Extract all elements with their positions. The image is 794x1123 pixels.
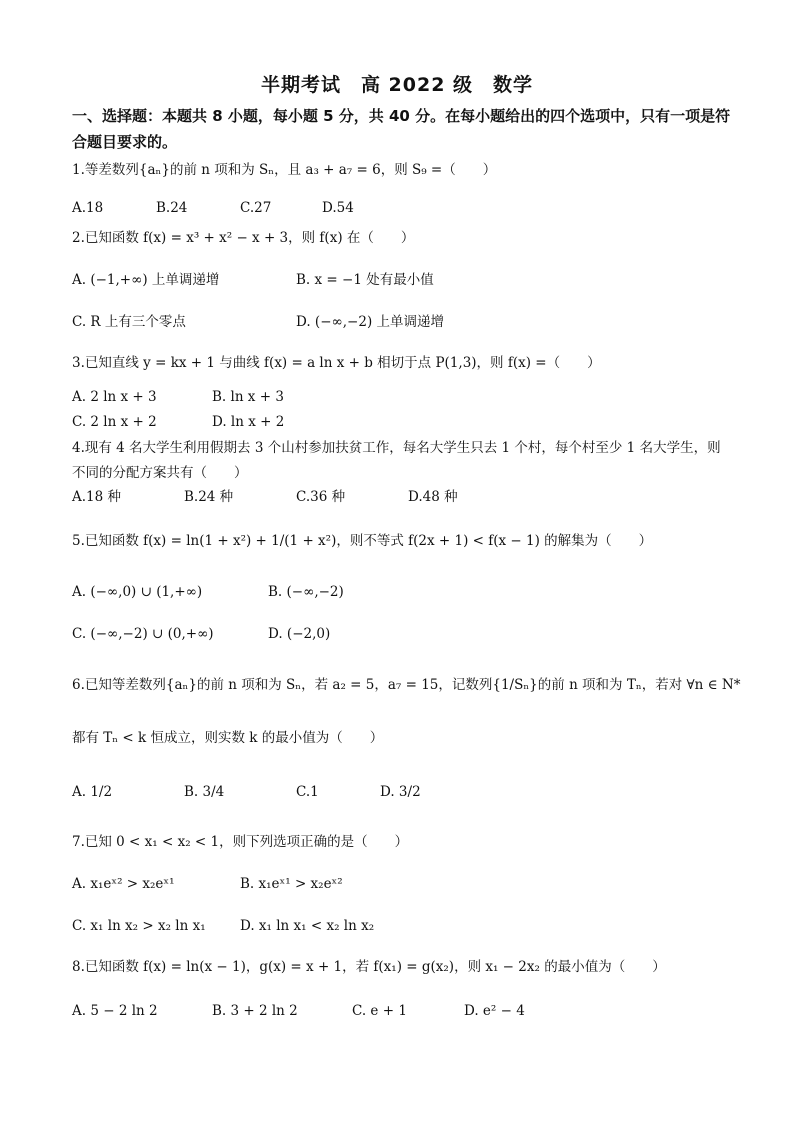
question-6-option-b[interactable]: B. 3/4 [184, 784, 225, 800]
question-5-options-row1 [72, 580, 732, 604]
question-3-option-b[interactable]: B. ln x + 3 [212, 389, 284, 405]
question-7-options-row1 [72, 872, 732, 896]
question-4-options [72, 485, 732, 509]
question-3-option-a[interactable]: A. 2 ln x + 3 [72, 389, 157, 405]
question-8-option-b[interactable]: B. 3 + 2 ln 2 [212, 1003, 298, 1019]
section-heading: 一、选择题：本题共 8 小题，每小题 5 分，共 40 分。在每小题给出的四个选项中，只有一项是符合题目要求的。 [72, 107, 731, 151]
question-6-option-d[interactable]: D. 3/2 [380, 784, 421, 800]
question-3-stem: 3.已知直线 y = kx + 1 与曲线 f(x) = a ln x + b 相切于点 P(1,3)，则 f(x) =（ ） [72, 355, 601, 371]
question-1-option-a[interactable]: A.18 [72, 200, 104, 216]
question-7-option-c[interactable]: C. x₁ ln x₂ > x₂ ln x₁ [72, 918, 206, 934]
question-5-option-c[interactable]: C. (−∞,−2) ∪ (0,+∞) [72, 626, 214, 642]
question-8-option-d[interactable]: D. e² − 4 [464, 1003, 525, 1019]
question-6-option-c[interactable]: C.1 [296, 784, 319, 800]
question-2-stem: 2.已知函数 f(x) = x³ + x² − x + 3，则 f(x) 在（ ） [72, 230, 415, 246]
question-4-option-a[interactable]: A.18 种 [72, 489, 122, 505]
question-7-option-a[interactable]: A. x₁eˣ² > x₂eˣ¹ [72, 876, 175, 892]
question-1-option-d[interactable]: D.54 [322, 200, 354, 216]
question-7-options-row2 [72, 914, 732, 938]
question-3-option-c[interactable]: C. 2 ln x + 2 [72, 414, 157, 430]
question-2-option-c[interactable]: C. R 上有三个零点 [72, 314, 186, 330]
question-6-options [72, 780, 732, 804]
question-4-option-b[interactable]: B.24 种 [184, 489, 234, 505]
question-7-stem: 7.已知 0 < x₁ < x₂ < 1，则下列选项正确的是（ ） [72, 834, 409, 850]
question-8-stem: 8.已知函数 f(x) = ln(x − 1)，g(x) = x + 1，若 f(x₁) = g(x₂)，则 x₁ − 2x₂ 的最小值为（ ） [72, 959, 666, 975]
question-2-option-a[interactable]: A. (−1,+∞) 上单调递增 [72, 272, 220, 288]
question-3-options-row2 [72, 410, 732, 434]
question-1-option-c[interactable]: C.27 [240, 200, 272, 216]
question-3-option-d[interactable]: D. ln x + 2 [212, 414, 285, 430]
question-5-stem: 5.已知函数 f(x) = ln(1 + x²) + 1/(1 + x²)，则不等式 f(2x + 1) < f(x − 1) 的解集为（ ） [72, 533, 653, 549]
question-7-option-d[interactable]: D. x₁ ln x₁ < x₂ ln x₂ [240, 918, 375, 934]
question-2-options-row2 [72, 310, 732, 334]
question-1-option-b[interactable]: B.24 [156, 200, 188, 216]
question-8-option-a[interactable]: A. 5 − 2 ln 2 [72, 1003, 158, 1019]
page-title: 半期考试 高 2022 级 数学 [260, 74, 534, 96]
question-1-stem: 1.等差数列{aₙ}的前 n 项和为 Sₙ，且 a₃ + a₇ = 6，则 S₉ =（ ） [72, 162, 497, 178]
question-4-option-c[interactable]: C.36 种 [296, 489, 346, 505]
question-6-stem-continued: 都有 Tₙ < k 恒成立，则实数 k 的最小值为（ ） [72, 730, 384, 746]
question-2-options-row1 [72, 268, 732, 292]
question-8-option-c[interactable]: C. e + 1 [352, 1003, 407, 1019]
question-5-option-d[interactable]: D. (−2,0) [268, 626, 331, 642]
question-2-option-b[interactable]: B. x = −1 处有最小值 [296, 272, 434, 288]
question-5-option-b[interactable]: B. (−∞,−2) [268, 584, 344, 600]
question-3-options-row1 [72, 385, 732, 409]
question-4-stem: 4.现有 4 名大学生利用假期去 3 个山村参加扶贫工作，每名大学生只去 1 个村，每个村至少 1 名大学生，则不同的分配方案共有（ ） [72, 440, 721, 481]
question-8-options [72, 999, 732, 1023]
question-7-option-b[interactable]: B. x₁eˣ¹ > x₂eˣ² [240, 876, 343, 892]
question-6-stem: 6.已知等差数列{aₙ}的前 n 项和为 Sₙ，若 a₂ = 5，a₇ = 15，记数列{1/Sₙ}的前 n 项和为 Tₙ，若对 ∀n ∈ N* [72, 677, 741, 693]
question-1-options [72, 196, 732, 220]
question-6-option-a[interactable]: A. 1/2 [72, 784, 113, 800]
question-5-option-a[interactable]: A. (−∞,0) ∪ (1,+∞) [72, 584, 203, 600]
question-4-option-d[interactable]: D.48 种 [408, 489, 458, 505]
question-2-option-d[interactable]: D. (−∞,−2) 上单调递增 [296, 314, 444, 330]
question-5-options-row2 [72, 622, 732, 646]
